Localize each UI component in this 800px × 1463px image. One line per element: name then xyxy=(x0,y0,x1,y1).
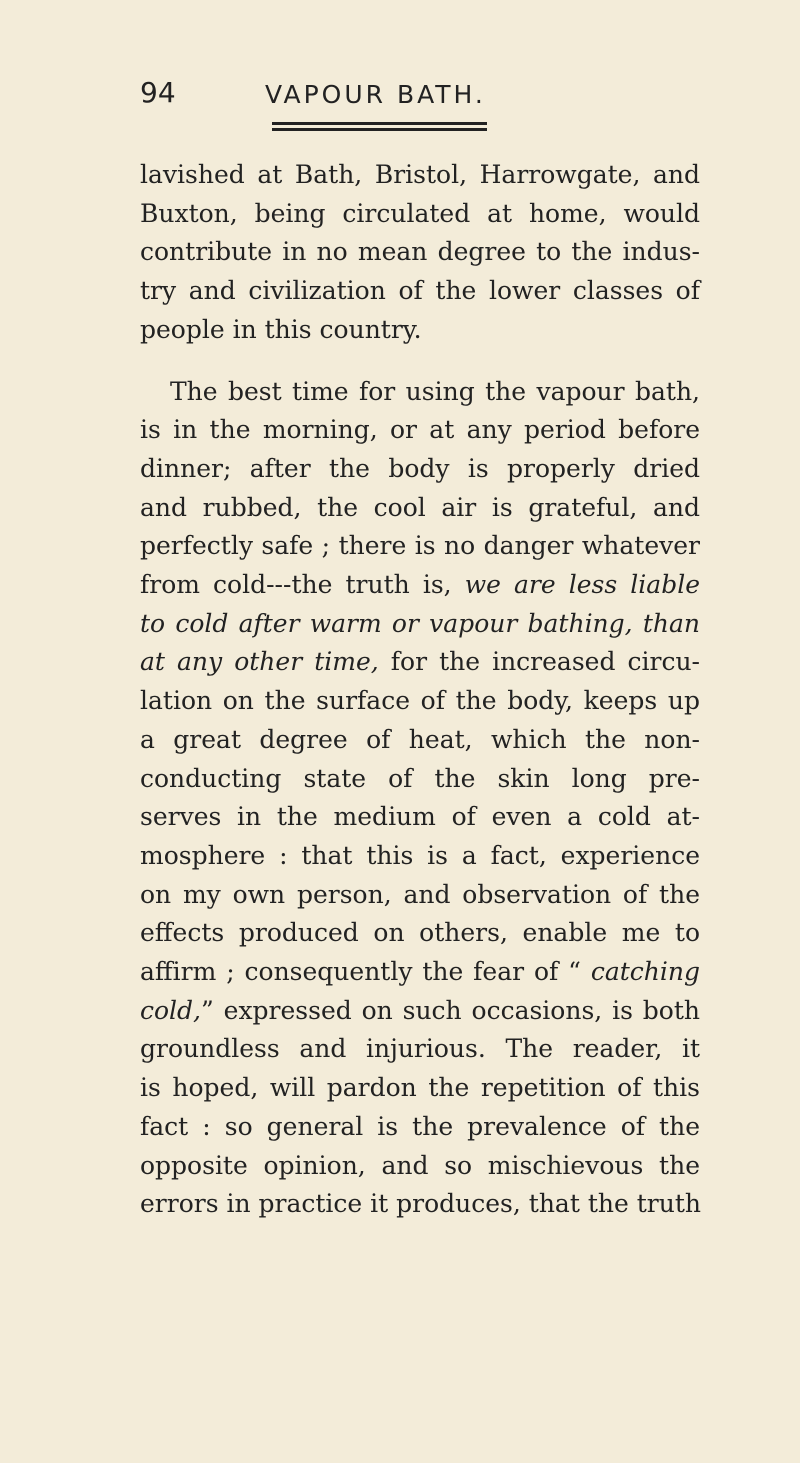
italic-text-run: to cold after warm or vapour bathing, than xyxy=(140,608,700,638)
text-line: lation on the surface of the body, keeps up xyxy=(140,686,700,716)
text-line: errors in practice it produces, that the truth xyxy=(140,1189,701,1219)
text-run: affirm ; consequently the fear of “ xyxy=(140,957,591,987)
text-line: contribute in no mean degree to the indus- xyxy=(140,237,700,267)
paragraph-1 xyxy=(140,156,700,350)
italic-text-run: at any other time, xyxy=(140,647,379,677)
text-line: try and civilization of the lower classes of xyxy=(140,276,700,306)
text-line xyxy=(140,605,700,644)
text-line: and rubbed, the cool air is grateful, and xyxy=(140,492,700,522)
text-run: from cold---the truth is, xyxy=(140,570,465,600)
text-line: serves in the medium of even a cold at- xyxy=(140,802,700,832)
text-line: groundless and injurious. The reader, it xyxy=(140,1034,700,1064)
text-line: mosphere : that this is a fact, experience xyxy=(140,840,700,870)
header-rule-lower xyxy=(272,128,487,131)
text-line: fact : so general is the prevalence of the xyxy=(140,1111,700,1141)
text-line: people in this country. xyxy=(140,314,422,344)
text-run: for the increased circu- xyxy=(378,647,701,677)
text-line: is hoped, will pardon the repetition of this xyxy=(140,1073,700,1103)
text-line: Buxton, being circulated at home, would xyxy=(140,198,700,228)
text-line: perfectly safe ; there is no danger whatever xyxy=(140,531,700,561)
text-line: lavished at Bath, Bristol, Harrowgate, and xyxy=(140,160,700,189)
text-line xyxy=(140,992,700,1031)
running-title: VAPOUR BATH. xyxy=(265,80,486,109)
text-line: opposite opinion, and so mischievous the xyxy=(140,1150,700,1180)
text-line xyxy=(140,566,700,605)
page-header xyxy=(140,76,700,116)
text-line: a great degree of heat, which the non- xyxy=(140,724,700,754)
paragraph-2 xyxy=(140,373,700,1224)
text-line xyxy=(140,643,700,682)
header-rule-upper xyxy=(272,122,487,125)
text-run: ” expressed on such occasions, is both xyxy=(201,995,700,1025)
body-text xyxy=(140,156,700,1224)
text-line: effects produced on others, enable me to xyxy=(140,918,700,948)
italic-text-run: catching xyxy=(590,957,700,987)
text-line: conducting state of the skin long pre- xyxy=(140,763,700,793)
italic-text-run: cold, xyxy=(140,995,201,1025)
text-line: The best time for using the vapour bath, xyxy=(170,376,700,406)
page-number: 94 xyxy=(140,76,176,109)
text-line: on my own person, and observation of the xyxy=(140,879,700,909)
text-line: dinner; after the body is properly dried xyxy=(140,453,700,483)
text-line: is in the morning, or at any period before xyxy=(140,415,700,445)
italic-text-run: we are less liable xyxy=(464,570,700,600)
text-line xyxy=(140,953,700,992)
